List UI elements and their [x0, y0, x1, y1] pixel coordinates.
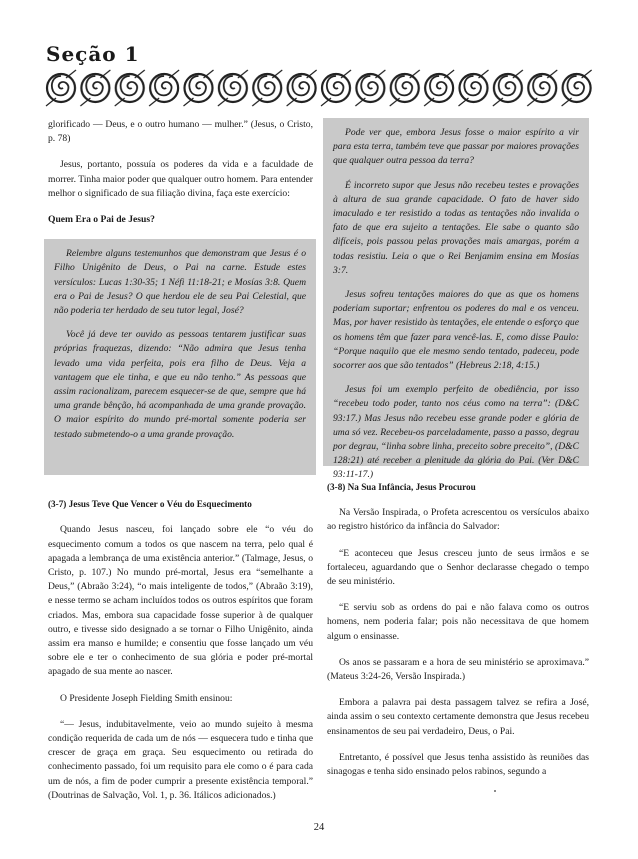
box-paragraph: É incorreto supor que Jesus não recebeu testes e provações à altura de sua grande capacidade. O fato de haver sido imaculado e ter resistido a todas as tentações não invalida o fato de que era sujeito a tentações. Ele sabe o quanto são difíceis, pois passou pelas provações mais amargas, porém a todas resistiu. Leia o que o Rei Benjamim ensina em Mosías 3:7.: [333, 179, 579, 276]
page-number: 24: [313, 822, 325, 833]
box-paragraph: Jesus foi um exemplo perfeito de obediência, por isso “recebeu todo poder, tanto nos céus como na terra”: (D&C 93:17.) Mas Jesus não recebeu esse grande poder e glória de uma só vez. Recebeu-os parceladamente, passo a passo, degrau por degrau, “linha sobre linha, preceito sobre preceito”, (D&C 128:21) até receber a plenitude da glória do Pai. (Ver D&C 93:11-17.): [333, 384, 579, 481]
paragraph: glorificado — Deus, e o outro humano — mulher.” (Jesus, o Cristo, p. 78): [48, 119, 313, 145]
left-column: [48, 118, 313, 815]
paragraph: Embora a palavra pai desta passagem talvez se refira a José, ainda assim o seu contexto certamente demonstra que Jesus recebeu ensinamentos de seu pai verdadeiro, Deus, o Pai.: [327, 697, 589, 737]
exercise-box: [44, 239, 316, 475]
right-column: [327, 118, 589, 791]
reflection-box: [323, 118, 589, 481]
subheading-3-7: (3-7) Jesus Teve Que Vencer o Véu do Esquecimento: [48, 499, 252, 510]
print-speck: [494, 790, 496, 792]
box-paragraph: Pode ver que, embora Jesus fosse o maior espírito a vir para esta terra, também teve que passar por maiores provações que qualquer outra pessoa da terra?: [333, 127, 579, 167]
decorative-border-band: [44, 68, 594, 108]
paragraph: Quando Jesus nasceu, foi lançado sobre ele “o véu do esquecimento comum a todos os que nascem na terra, pelo qual é apagada a lembrança de uma existência anterior.” (Talmage, Jesus, o Cristo, p. 107.) No mundo pré-mortal, Jesus era “semelhante a Deus,” (Abraão 3:24), “o mais inteligente de todos,” (Abraão 3:19), e nesse termo se acham incluídos todos os outros espíritos que foram criados. Mas, embora sua capacidade fosse superior à de qualquer outro, e tivesse sido designado a se tornar o Filho Unigênito, ainda assim era manso e humilde; e consentiu que fosse lançado um véu sobre ele e ter o conhecimento de sua glória e poder pré-mortal apagado de sua mente ao nascer.: [48, 524, 313, 678]
quote-paragraph: “E serviu sob as ordens do pai e não falava como os outros homens, nem poderia falar; pois não necessitava de que homem algum o ensinasse.: [327, 602, 589, 642]
box-paragraph: Relembre alguns testemunhos que demonstram que Jesus é o Filho Unigênito de Deus, o Pai na carne. Estude estes versículos: Lucas 1:30-35; 1 Néfi 11:18-21; e Mosías 3:8. Quem era o Pai de Jesus? O que herdou ele de seu Pai Celestial, que não poderia ter herdado de seu tutor legal, José?: [54, 248, 306, 317]
section-title: Seção 1: [46, 42, 140, 66]
quote-paragraph: “E aconteceu que Jesus cresceu junto de seus irmãos e se fortaleceu, aguardando que o Senhor declarasse chegado o tempo de seu ministério.: [327, 547, 589, 588]
paragraph: Entretanto, é possível que Jesus tenha assistido às reuniões das sinagogas e tenha sido ensinado pelos rabinos, segundo a: [327, 751, 589, 778]
paragraph: Jesus, portanto, possuía os poderes da vida e a faculdade de morrer. Tinha maior poder que qualquer outro homem. Para entender melhor o significado de sua filiação divina, faça este exercício:: [48, 159, 313, 199]
subheading-3-8: (3-8) Na Sua Infância, Jesus Procurou: [327, 482, 476, 492]
heading-pai-de-jesus: Quem Era o Pai de Jesus?: [48, 214, 155, 226]
paragraph: Na Versão Inspirada, o Profeta acrescentou os versículos abaixo ao registro histórico da infância do Salvador:: [327, 507, 589, 533]
quote-paragraph: “— Jesus, indubitavelmente, veio ao mundo sujeito à mesma condição requerida de cada um de nós — esquecera tudo e tinha que crescer de graça em graça. Seu esquecimento ou retirada do conhecimento passado, foi um requisito para ele como o é para cada um de nós, a fim de poder cumprir a presente existência temporal.” (Doutrinas de Salvação, Vol. 1, p. 36. Itálicos adicionados.): [48, 718, 313, 801]
box-paragraph: Jesus sofreu tentações maiores do que as que os homens poderiam suportar; enfrentou os poderes do mal e os venceu. Mas, por haver resistido às tentações, ele entende o esforço que os homens têm que fazer para vencê-las. E, como disse Paulo: “Porque naquilo que ele mesmo sendo tentado, padeceu, pode socorrer aos que são tentados” (Hebreus 2:18, 4:15.): [333, 289, 579, 372]
box-paragraph: Você já deve ter ouvido as pessoas tentarem justificar suas próprias fraquezas, dizendo: “Não admira que Jesus tenha levado uma vida perfeita, pois era filho de Deus. Veja a vantagem que ele tinha, e que eu não tenho.” As pessoas que assim racionalizam, parecem esquecer-se de que, sempre que há uma grande bênção, há acompanhada de uma grande provação. O maior espírito do mundo pré-mortal somente poderia ser testado submetendo-o a uma grande provação.: [54, 329, 306, 440]
quote-paragraph: Os anos se passaram e a hora de seu ministério se aproximava.” (Mateus 3:24-26, Versão Inspirada.): [327, 656, 589, 683]
paragraph: O Presidente Joseph Fielding Smith ensinou:: [60, 692, 233, 704]
